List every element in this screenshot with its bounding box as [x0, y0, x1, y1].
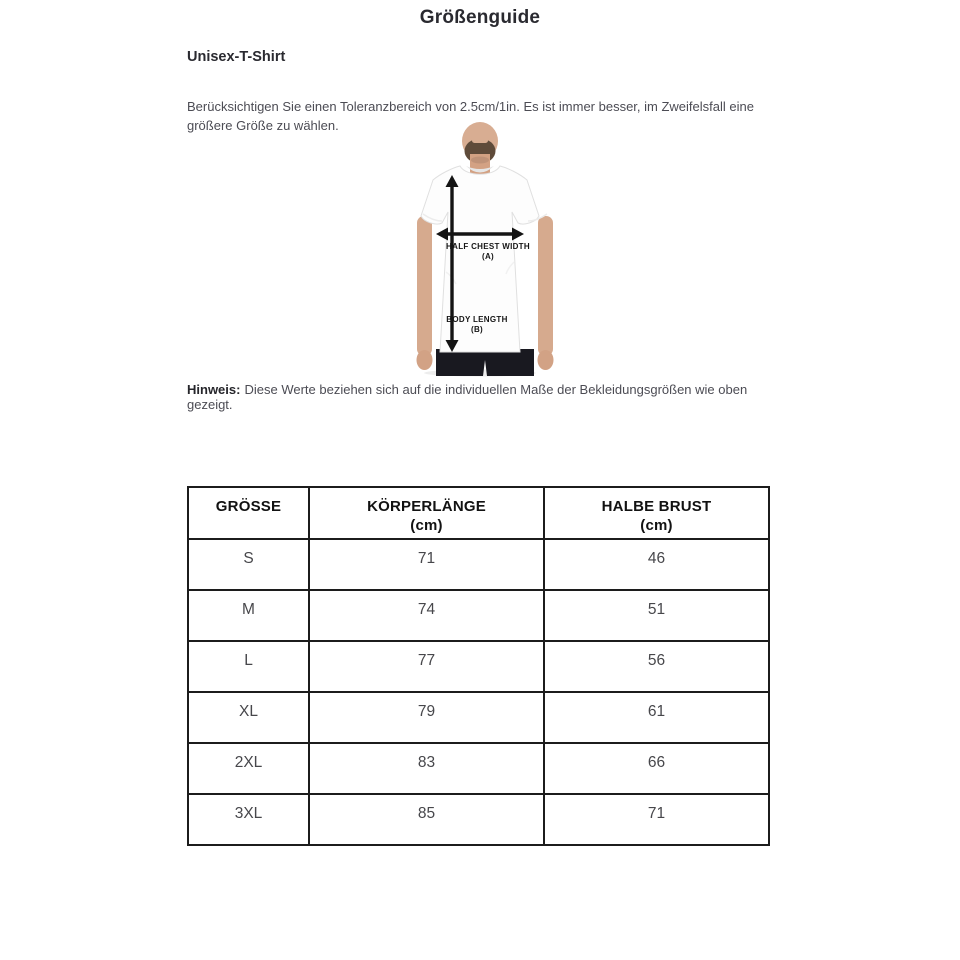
note-label: Hinweis: [187, 382, 241, 397]
note-line [187, 382, 787, 412]
size-cell: M [188, 590, 309, 641]
column-header-half-chest: HALBE BRUST (cm) [544, 487, 769, 539]
chest-width-label: HALF CHEST WIDTH [446, 242, 530, 251]
intro-text: Berücksichtigen Sie einen Toleranzbereich von 2.5cm/1in. Es ist immer besser, im Zweifelsfall eine größere Größe zu wählen. [187, 99, 754, 133]
table-row-l [188, 641, 769, 692]
table-row-3xl [188, 794, 769, 845]
size-cell: L [188, 641, 309, 692]
length-cell: 74 [309, 590, 544, 641]
table-row-s [188, 539, 769, 590]
size-cell: 2XL [188, 743, 309, 794]
length-cell: 85 [309, 794, 544, 845]
length-cell: 71 [309, 539, 544, 590]
model-head [462, 122, 498, 177]
chest-cell: 61 [544, 692, 769, 743]
product-name: Unisex-T-Shirt [187, 49, 286, 65]
body-length-key: (B) [470, 325, 484, 334]
size-table-header-row [188, 487, 769, 539]
size-cell: XL [188, 692, 309, 743]
body-length-label: BODY LENGTH [446, 315, 508, 324]
column-header-size: GRÖSSE [188, 487, 309, 539]
table-row-2xl [188, 743, 769, 794]
size-cell: 3XL [188, 794, 309, 845]
length-cell: 83 [309, 743, 544, 794]
chest-width-key: (A) [481, 252, 495, 261]
size-cell: S [188, 539, 309, 590]
measurement-diagram [390, 122, 580, 380]
model-photo [390, 122, 580, 380]
length-cell: 77 [309, 641, 544, 692]
page-title: Größenguide [419, 7, 541, 28]
table-row-m [188, 590, 769, 641]
chest-cell: 51 [544, 590, 769, 641]
size-table [187, 486, 770, 846]
table-row-xl [188, 692, 769, 743]
column-header-body-length: KÖRPERLÄNGE (cm) [309, 487, 544, 539]
chest-cell: 66 [544, 743, 769, 794]
chest-cell: 46 [544, 539, 769, 590]
chest-cell: 71 [544, 794, 769, 845]
length-cell: 79 [309, 692, 544, 743]
chest-cell: 56 [544, 641, 769, 692]
note-text: Diese Werte beziehen sich auf die individuellen Maße der Bekleidungsgrößen wie oben gezeigt. [187, 382, 748, 412]
